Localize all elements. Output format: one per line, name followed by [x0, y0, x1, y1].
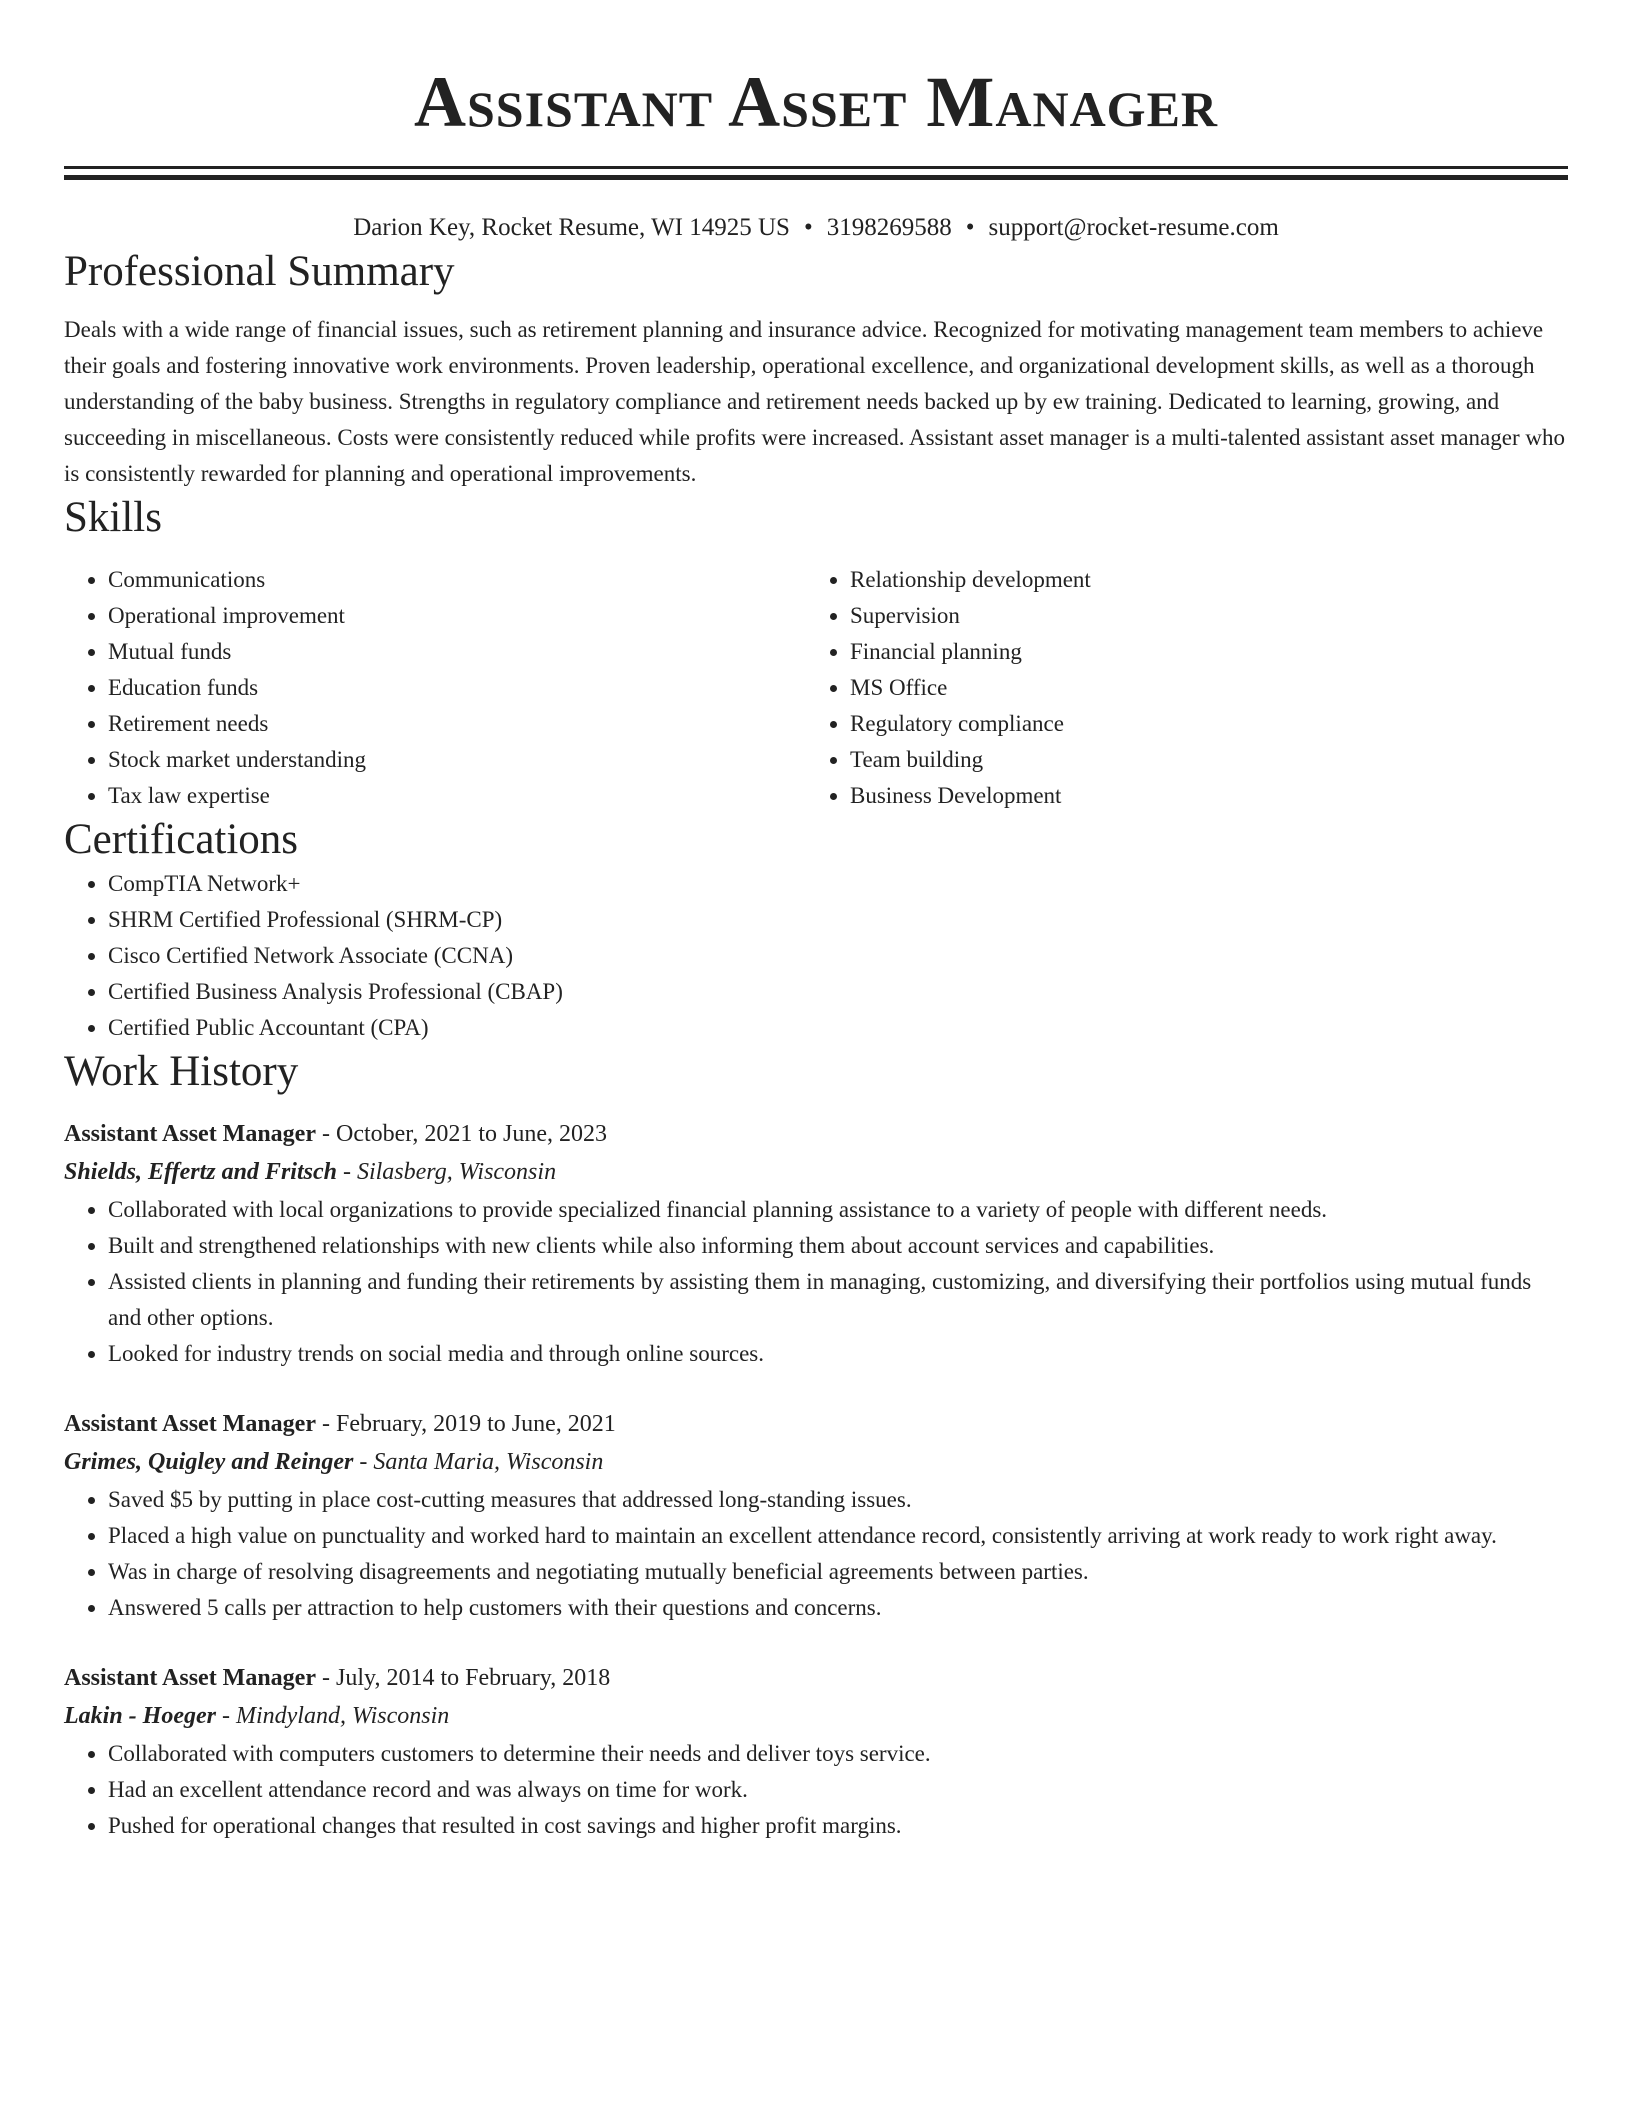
job-duties-list [64, 1736, 1568, 1844]
job-title: Assistant Asset Manager [64, 1665, 316, 1691]
skill-item: • Operational improvement [108, 598, 806, 634]
skill-item: • MS Office [850, 670, 1548, 706]
skill-item: • Team building [850, 742, 1548, 778]
contact-address: Darion Key, Rocket Resume, WI 14925 US [353, 214, 790, 241]
job-duty: • Saved $5 by putting in place cost-cutting measures that addressed long-standing issues. [108, 1482, 1568, 1518]
job-duty: • Pushed for operational changes that resulted in cost savings and higher profit margins. [108, 1808, 1568, 1844]
skill-item: • Supervision [850, 598, 1548, 634]
job-header: Assistant Asset Manager - October, 2021 to June, 2023 [64, 1121, 607, 1147]
job-duty: • Was in charge of resolving disagreements and negotiating mutually beneficial agreements between parties. [108, 1554, 1568, 1590]
title-divider-bottom [64, 175, 1568, 180]
job-dates: February, 2019 to June, 2021 [336, 1411, 616, 1437]
job-company: Lakin - Hoeger [64, 1703, 216, 1729]
job-duties-list [64, 1482, 1568, 1626]
contact-separator: • [965, 214, 975, 241]
certification-item: • Certified Public Accountant (CPA) [108, 1010, 1568, 1046]
job-duty: • Assisted clients in planning and funding their retirements by assisting them in managing, customizing, and diversifying their portfolios using mutual funds and other options. [108, 1264, 1568, 1336]
job-entry [64, 1660, 1568, 1844]
contact-email: support@rocket-resume.com [988, 214, 1279, 241]
certifications-heading: Certifications [64, 816, 299, 863]
job-duty: • Collaborated with computers customers to determine their needs and deliver toys service. [108, 1736, 1568, 1772]
summary-text: Deals with a wide range of financial issues, such as retirement planning and insurance advice. Recognized for motivating management team members to achieve their goals and fostering innovative work environments. Proven leadership, operational excellence, and organizational development skills, as well as a thorough understanding of the baby business. Strengths in regulatory compliance and retirement needs backed up by ew training. Dedicated to learning, growing, and succeeding in miscellaneous. Costs were consistently reduced while profits were increased. Assistant asset manager is a multi-talented assistant asset manager who is consistently rewarded for planning and operational improvements. [64, 317, 1565, 486]
job-dates: October, 2021 to June, 2023 [336, 1121, 607, 1147]
job-title: Assistant Asset Manager [64, 1121, 316, 1147]
job-employer: Grimes, Quigley and Reinger - Santa Maria, Wisconsin [64, 1449, 604, 1475]
certifications-list [64, 866, 1568, 1046]
job-duty: • Built and strengthened relationships with new clients while also informing them about account services and capabilities. [108, 1228, 1568, 1264]
job-duty: • Had an excellent attendance record and was always on time for work. [108, 1772, 1568, 1808]
contact-line [64, 210, 1568, 246]
skill-item: • Financial planning [850, 634, 1548, 670]
skill-item: • Regulatory compliance [850, 706, 1548, 742]
skill-item: • Stock market understanding [108, 742, 806, 778]
job-duty: • Looked for industry trends on social media and through online sources. [108, 1336, 1568, 1372]
work-history-heading: Work History [64, 1048, 299, 1095]
contact-separator: • [803, 214, 813, 241]
skill-item: • Relationship development [850, 562, 1548, 598]
job-company: Shields, Effertz and Fritsch [64, 1159, 337, 1185]
skills-list-left [64, 562, 806, 814]
job-duty: • Collaborated with local organizations to provide specialized financial planning assistance to a variety of people with different needs. [108, 1192, 1568, 1228]
resume-title: Assistant Asset Manager [413, 62, 1219, 142]
skill-item: • Retirement needs [108, 706, 806, 742]
job-location: Mindyland, Wisconsin [235, 1703, 450, 1729]
skills-column-left [64, 562, 806, 814]
job-title: Assistant Asset Manager [64, 1411, 316, 1437]
job-employer: Lakin - Hoeger - Mindyland, Wisconsin [64, 1703, 450, 1729]
summary-heading: Professional Summary [64, 248, 455, 295]
skill-item: • Mutual funds [108, 634, 806, 670]
skills-heading: Skills [64, 494, 162, 541]
skills-column-right [806, 562, 1548, 814]
job-employer: Shields, Effertz and Fritsch - Silasberg, Wisconsin [64, 1159, 557, 1185]
contact-phone: 3198269588 [826, 214, 952, 241]
job-header: Assistant Asset Manager - February, 2019 to June, 2021 [64, 1411, 616, 1437]
job-duty: • Answered 5 calls per attraction to help customers with their questions and concerns. [108, 1590, 1568, 1626]
certification-item: • Certified Business Analysis Professional (CBAP) [108, 974, 1568, 1010]
certification-item: • CompTIA Network+ [108, 866, 1568, 902]
job-duties-list [64, 1192, 1568, 1372]
title-divider-top [64, 166, 1568, 169]
certification-item: • Cisco Certified Network Associate (CCNA) [108, 938, 1568, 974]
job-company: Grimes, Quigley and Reinger [64, 1449, 354, 1475]
job-entry [64, 1116, 1568, 1372]
job-entry [64, 1406, 1568, 1626]
job-dates: July, 2014 to February, 2018 [336, 1665, 611, 1691]
job-header: Assistant Asset Manager - July, 2014 to February, 2018 [64, 1665, 611, 1691]
skill-item: • Education funds [108, 670, 806, 706]
job-location: Santa Maria, Wisconsin [373, 1449, 604, 1475]
job-location: Silasberg, Wisconsin [356, 1159, 557, 1185]
skills-list-right [806, 562, 1548, 814]
certification-item: • SHRM Certified Professional (SHRM-CP) [108, 902, 1568, 938]
job-duty: • Placed a high value on punctuality and worked hard to maintain an excellent attendance record, consistently arriving at work ready to work right away. [108, 1518, 1568, 1554]
resume-page [64, 0, 1568, 1844]
skills-grid [64, 562, 1568, 814]
skill-item: • Communications [108, 562, 806, 598]
skill-item: • Business Development [850, 778, 1548, 814]
skill-item: • Tax law expertise [108, 778, 806, 814]
